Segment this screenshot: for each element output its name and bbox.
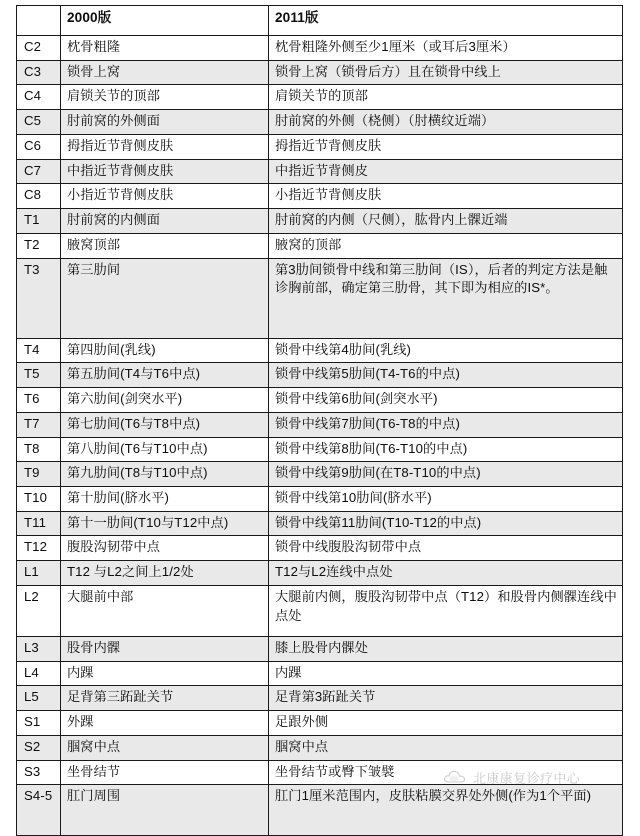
- table-row: [17, 36, 623, 61]
- cell-version-2000: 足背第三跖趾关节: [61, 686, 269, 711]
- table-row: [17, 561, 623, 586]
- cell-level-key: C2: [17, 36, 61, 61]
- cell-version-2000: 坐骨结节: [61, 760, 269, 785]
- table-row: [17, 184, 623, 209]
- cell-level-key: L4: [17, 661, 61, 686]
- cell-version-2011: 锁骨上窝（锁骨后方）且在锁骨中线上: [269, 60, 623, 85]
- cell-level-key: L2: [17, 585, 61, 636]
- cell-version-2000: 肛门周围: [61, 785, 269, 836]
- cell-version-2000: 第六肋间(剑突水平): [61, 388, 269, 413]
- cell-version-2011: 中指近节背侧皮: [269, 159, 623, 184]
- cell-version-2011: 锁骨中线第4肋间(乳线): [269, 338, 623, 363]
- cell-version-2011: 锁骨中线第6肋间(剑突水平): [269, 388, 623, 413]
- cell-version-2000: 枕骨粗隆: [61, 36, 269, 61]
- cell-version-2011: 锁骨中线第10肋间(脐水平): [269, 487, 623, 512]
- cell-version-2000: 第八肋间(T6与T10中点): [61, 437, 269, 462]
- cell-level-key: S1: [17, 711, 61, 736]
- cell-version-2011: 第3肋间锁骨中线和第三肋间（IS），后者的判定方法是触诊胸前部，确定第三肋骨，其下即为相应的IS*。: [269, 258, 623, 338]
- cell-level-key: T5: [17, 363, 61, 388]
- cell-level-key: S4-5: [17, 785, 61, 836]
- cell-level-key: C7: [17, 159, 61, 184]
- table-row: [17, 686, 623, 711]
- table-row: [17, 636, 623, 661]
- table-row: [17, 661, 623, 686]
- cell-level-key: T1: [17, 209, 61, 234]
- cell-version-2000: 小指近节背侧皮肤: [61, 184, 269, 209]
- cell-version-2000: 肘前窝的内侧面: [61, 209, 269, 234]
- table-row: [17, 388, 623, 413]
- cell-version-2000: 腘窝中点: [61, 735, 269, 760]
- cell-level-key: C8: [17, 184, 61, 209]
- cell-version-2000: 肘前窝的外侧面: [61, 110, 269, 135]
- cell-level-key: C5: [17, 110, 61, 135]
- table-row: [17, 785, 623, 836]
- table-row: [17, 233, 623, 258]
- table-row: [17, 437, 623, 462]
- table-row: [17, 110, 623, 135]
- cell-version-2011: 肛门1厘米范围内，皮肤粘膜交界处外侧(作为1个平面): [269, 785, 623, 836]
- cell-version-2011: 锁骨中线第7肋间(T6-T8的中点): [269, 412, 623, 437]
- cell-version-2000: 锁骨上窝: [61, 60, 269, 85]
- cell-level-key: S3: [17, 760, 61, 785]
- table-row: [17, 760, 623, 785]
- cell-version-2011: 肘前窝的内侧（尺侧），肱骨内上髁近端: [269, 209, 623, 234]
- cell-level-key: C4: [17, 85, 61, 110]
- table-row: [17, 134, 623, 159]
- cell-version-2000: 中指近节背侧皮肤: [61, 159, 269, 184]
- table-row: [17, 511, 623, 536]
- cell-version-2011: 锁骨中线第8肋间(T6-T10的中点): [269, 437, 623, 462]
- cell-version-2000: 腋窝顶部: [61, 233, 269, 258]
- cell-version-2011: 足跟外侧: [269, 711, 623, 736]
- cell-version-2011: 锁骨中线第11肋间(T10-T12的中点): [269, 511, 623, 536]
- cell-version-2011: 锁骨中线第9肋间(在T8-T10的中点): [269, 462, 623, 487]
- table-row: [17, 585, 623, 636]
- cell-version-2011: 肘前窝的外侧（桡侧）（肘横纹近端）: [269, 110, 623, 135]
- table-row: [17, 487, 623, 512]
- cell-version-2000: 第十肋间(脐水平): [61, 487, 269, 512]
- table-row: [17, 536, 623, 561]
- table-row: [17, 60, 623, 85]
- column-header-v2011: 2011版: [269, 6, 623, 36]
- cell-version-2000: 肩锁关节的顶部: [61, 85, 269, 110]
- column-header-key: [17, 6, 61, 36]
- cell-level-key: C6: [17, 134, 61, 159]
- cell-version-2011: 枕骨粗隆外侧至少1厘米（或耳后3厘米）: [269, 36, 623, 61]
- cell-level-key: C3: [17, 60, 61, 85]
- cell-version-2000: 第十一肋间(T10与T12中点): [61, 511, 269, 536]
- cell-level-key: S2: [17, 735, 61, 760]
- table-row: [17, 711, 623, 736]
- cell-level-key: L3: [17, 636, 61, 661]
- table-row: [17, 462, 623, 487]
- cell-level-key: T9: [17, 462, 61, 487]
- cell-level-key: T7: [17, 412, 61, 437]
- table-row: [17, 258, 623, 338]
- cell-version-2000: 第九肋间(T8与T10中点): [61, 462, 269, 487]
- cell-level-key: L1: [17, 561, 61, 586]
- watermark-text: 北康康复诊疗中心: [473, 770, 581, 786]
- cell-version-2011: 坐骨结节或臀下皱襞: [269, 760, 623, 785]
- cell-version-2000: 外踝: [61, 711, 269, 736]
- screenshot-root: [0, 5, 640, 804]
- table-row: [17, 159, 623, 184]
- cell-version-2011: 腋窝的顶部: [269, 233, 623, 258]
- cell-version-2011: 膝上股骨内髁处: [269, 636, 623, 661]
- cell-version-2000: 第五肋间(T4与T6中点): [61, 363, 269, 388]
- cell-version-2000: 第四肋间(乳线): [61, 338, 269, 363]
- dermatome-comparison-table: [16, 5, 623, 836]
- cell-level-key: T4: [17, 338, 61, 363]
- table-row: [17, 209, 623, 234]
- cell-version-2000: 股骨内髁: [61, 636, 269, 661]
- table-row: [17, 85, 623, 110]
- cell-level-key: T10: [17, 487, 61, 512]
- cell-level-key: T11: [17, 511, 61, 536]
- cell-level-key: L5: [17, 686, 61, 711]
- table-body: [17, 36, 623, 836]
- cell-version-2011: T12与L2连线中点处: [269, 561, 623, 586]
- cell-version-2011: 小指近节背侧皮肤: [269, 184, 623, 209]
- cell-version-2011: 腘窝中点: [269, 735, 623, 760]
- column-header-v2000: 2000版: [61, 6, 269, 36]
- table-row: [17, 735, 623, 760]
- cell-version-2000: 拇指近节背侧皮肤: [61, 134, 269, 159]
- cell-level-key: T12: [17, 536, 61, 561]
- cell-level-key: T8: [17, 437, 61, 462]
- cell-version-2000: 大腿前中部: [61, 585, 269, 636]
- cell-version-2011: 内踝: [269, 661, 623, 686]
- cell-version-2011: 拇指近节背侧皮肤: [269, 134, 623, 159]
- header-row: [17, 6, 623, 36]
- table-row: [17, 412, 623, 437]
- table-row: [17, 338, 623, 363]
- cell-version-2000: 内踝: [61, 661, 269, 686]
- cell-level-key: T3: [17, 258, 61, 338]
- cell-level-key: T6: [17, 388, 61, 413]
- cell-version-2011: 肩锁关节的顶部: [269, 85, 623, 110]
- cell-version-2011: 锁骨中线腹股沟韧带中点: [269, 536, 623, 561]
- cell-version-2011: 足背第3跖趾关节: [269, 686, 623, 711]
- table-header: [17, 6, 623, 36]
- cell-version-2000: 第七肋间(T6与T8中点): [61, 412, 269, 437]
- cell-version-2011: 大腿前内侧，腹股沟韧带中点（T12）和股骨内侧髁连线中点处: [269, 585, 623, 636]
- cell-version-2000: T12 与L2之间上1/2处: [61, 561, 269, 586]
- cell-version-2011: 锁骨中线第5肋间(T4-T6的中点): [269, 363, 623, 388]
- cell-version-2000: 第三肋间: [61, 258, 269, 338]
- table-row: [17, 363, 623, 388]
- cell-version-2000: 腹股沟韧带中点: [61, 536, 269, 561]
- cell-level-key: T2: [17, 233, 61, 258]
